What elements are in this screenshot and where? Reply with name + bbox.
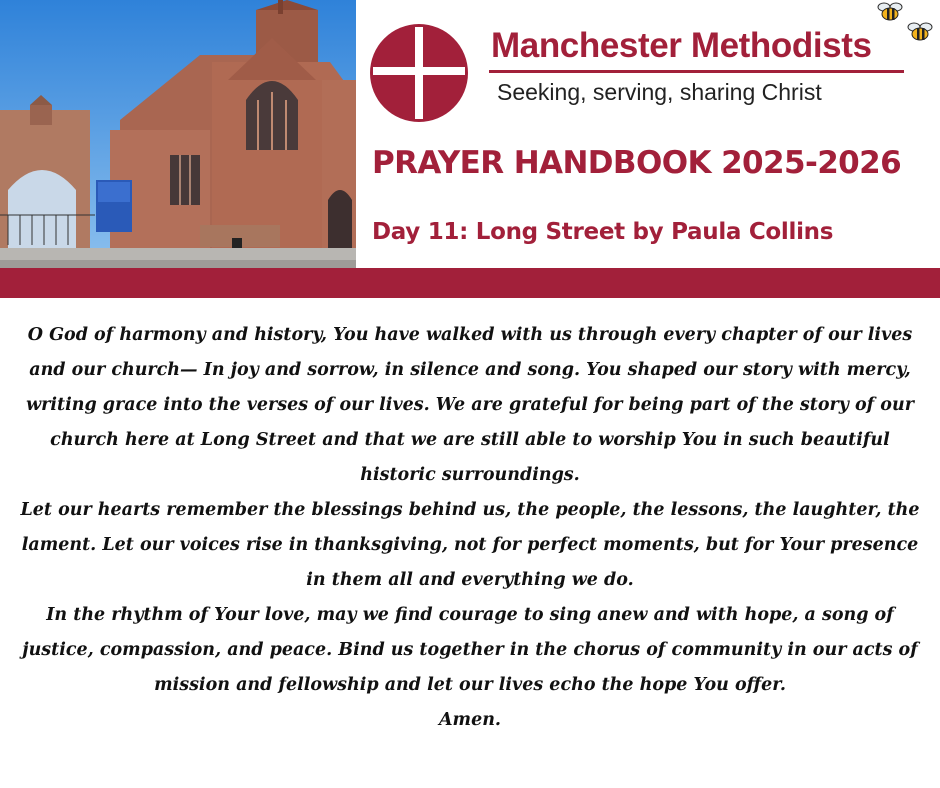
brand-name: Manchester Methodists <box>491 26 872 65</box>
prayer-paragraph: In the rhythm of Your love, may we find courage to sing anew and with hope, a song of justice, compassion, and peace. Bind us together in the chorus of community in our acts of mission and fellowship and let our lives echo the hope You offer. <box>22 605 918 695</box>
day-subtitle: Day 11: Long Street by Paula Collins <box>372 219 834 245</box>
brand-tagline: Seeking, serving, sharing Christ <box>497 79 822 105</box>
divider-band <box>0 268 940 298</box>
prayer-text <box>10 318 930 738</box>
methodist-cross-logo-icon <box>369 23 469 123</box>
prayer-paragraph: O God of harmony and history, You have walked with us through every chapter of our lives and our church— In joy and sorrow, in silence and song. You shaped our story with mercy, writing grace into the verses of our lives. We are grateful for being part of the story of our church here at Long Street and that we are still able to worship You in such beautiful historic surroundings. <box>26 325 914 485</box>
prayer-paragraph: Let our hearts remember the blessings behind us, the people, the lessons, the laughter, the lament. Let our voices rise in thanksgiving, not for perfect moments, but for Your presence in them all and everything we do. <box>20 500 920 590</box>
prayer-amen: Amen. <box>438 710 502 730</box>
handbook-title: PRAYER HANDBOOK 2025-2026 <box>372 145 902 181</box>
brand-divider <box>489 70 904 73</box>
church-photo <box>0 0 356 268</box>
church-illustration <box>0 0 356 268</box>
bees-icon <box>872 0 940 52</box>
